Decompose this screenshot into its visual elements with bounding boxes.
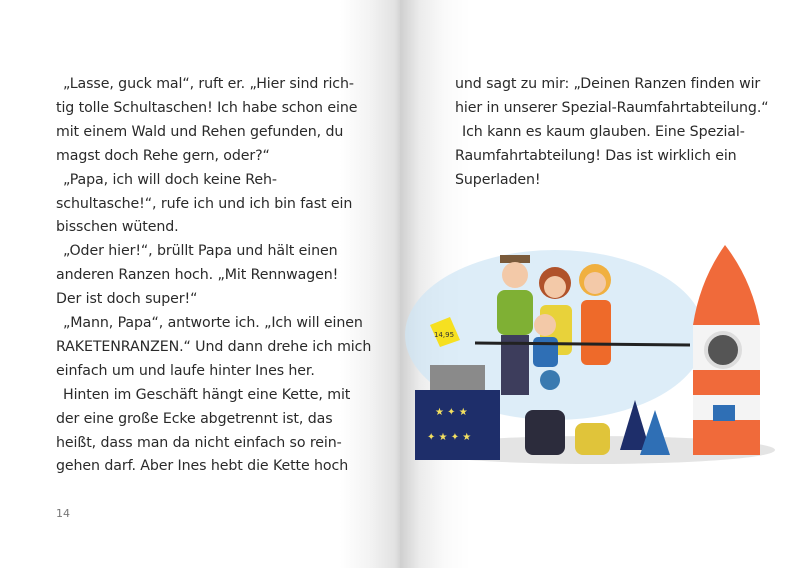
text-line: Der ist doch super!“: [56, 291, 198, 308]
text-line: anderen Ranzen hoch. „Mit Rennwagen!: [56, 267, 339, 284]
backpack-yellow: [575, 423, 610, 455]
text-line: mit einem Wald und Rehen gefunden, du: [56, 123, 344, 140]
text-line: „Mann, Papa“, antworte ich. „Ich will einen: [63, 315, 363, 331]
svg-text:★ ✦ ★: ★ ✦ ★: [435, 407, 468, 418]
globe: [540, 370, 560, 390]
text-line: Raumfahrtabteilung! Das ist wirklich ein: [455, 147, 737, 164]
backpack: [525, 410, 565, 455]
text-line: einfach um und laufe hinter Ines her.: [56, 362, 315, 379]
text-line: RAKETENRANZEN.“ Und dann drehe ich mich: [56, 338, 372, 355]
text-line: magst doch Rehe gern, oder?“: [56, 147, 270, 164]
text-line: „Papa, ich will doch keine Reh-: [63, 171, 277, 188]
text-line: schultasche!“, rufe ich und ich bin fast ein: [56, 195, 353, 212]
text-line: tig tolle Schultaschen! Ich habe schon eine: [56, 99, 358, 116]
price-tag-text: 14,95: [434, 331, 455, 339]
text-line: Hinten im Geschäft hängt eine Kette, mit: [63, 386, 351, 403]
text-line: der eine große Ecke abgetrennt ist, das: [56, 410, 333, 427]
text-line: Ich kann es kaum glauben. Eine Spezial-: [462, 123, 745, 140]
text-line: „Lasse, guck mal“, ruft er. „Hier sind rich-: [63, 76, 354, 92]
text-line: „Oder hier!“, brüllt Papa und hält einen: [63, 243, 338, 260]
text-line: bisschen wütend.: [56, 219, 179, 236]
text-line: heißt, dass man da nicht einfach so rein-: [56, 434, 342, 451]
papa: [497, 255, 533, 395]
text-line: und sagt zu mir: „Deinen Ranzen finden wir: [455, 76, 761, 92]
page-number: 14: [56, 507, 70, 520]
chain: [475, 343, 690, 345]
text-line: gehen darf. Aber Ines hebt die Kette hoch: [56, 458, 349, 475]
lasse: [533, 314, 558, 367]
svg-text:✦ ★ ✦ ★: ✦ ★ ✦ ★: [427, 432, 472, 443]
text-line: Superladen!: [455, 171, 541, 188]
text-line: hier in unserer Spezial-Raumfahrtabteilung.“: [455, 99, 769, 116]
ines: [579, 264, 611, 365]
rocket: [693, 245, 760, 455]
shop-illustration: [405, 245, 780, 475]
